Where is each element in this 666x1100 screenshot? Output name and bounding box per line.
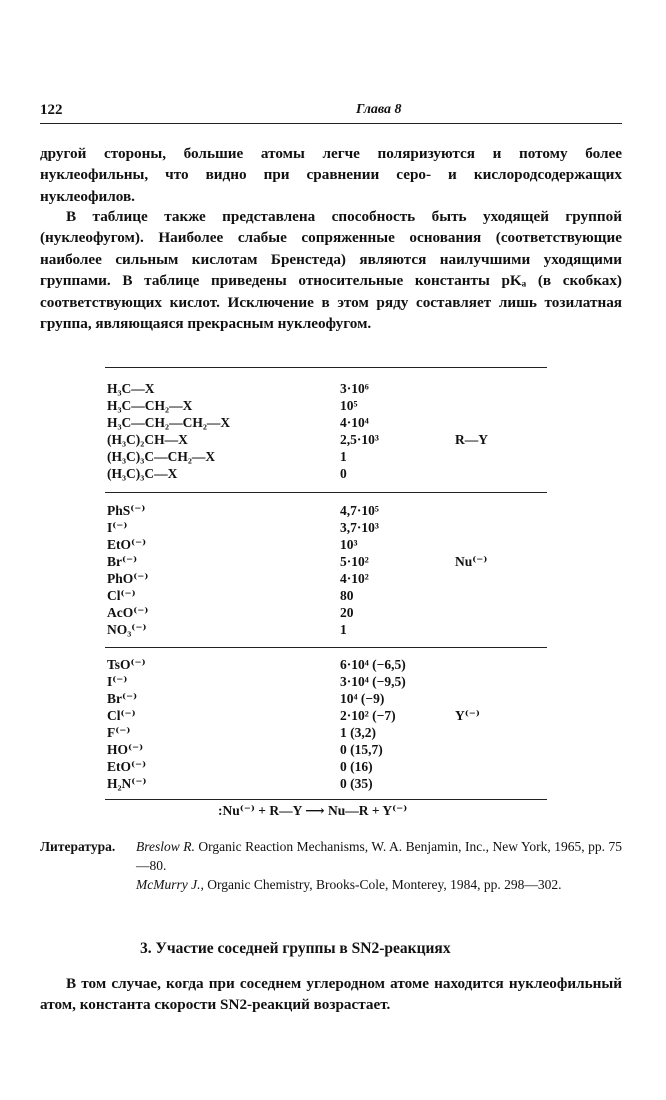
table-cell-species: Cl⁽⁻⁾	[107, 708, 136, 723]
table-cell-value: 3,7·10³	[340, 520, 379, 535]
table-cell-species: HO⁽⁻⁾	[107, 742, 144, 757]
table-cell-species: (H₃C)₃C—X	[107, 466, 178, 481]
table-cell-species: H₃C—X	[107, 381, 155, 396]
table-cell-value: 2,5·10³	[340, 432, 379, 447]
table-cell-species: H₃C—CH₂—X	[107, 398, 193, 413]
table-cell-value: 3·10⁴ (−9,5)	[340, 674, 406, 689]
table-cell-species: EtO⁽⁻⁾	[107, 537, 147, 552]
table-top-rule	[105, 367, 547, 368]
reference-author: McMurry J.,	[136, 877, 204, 892]
table-cell-value: 1 (3,2)	[340, 725, 376, 740]
table-cell-species: Cl⁽⁻⁾	[107, 588, 136, 603]
table-cell-value: 3·10⁶	[340, 381, 369, 396]
table-cell-value: 20	[340, 605, 354, 620]
table-cell-value: 2·10² (−7)	[340, 708, 396, 723]
table-cell-species: I⁽⁻⁾	[107, 520, 128, 535]
reference-list	[136, 837, 622, 894]
paragraph-2: В таблице также представлена способность быть уходящей группой (нуклеофугом). Наиболее слабые сопряженные основания (соответствующие наиболее сильным кислотам Бренстеда) являются наилучшими уходящими группами. В таблице приведены относительные константы pKₐ (в скобках) соответствующих кислот. Исключение в этом ряду составляет лишь тозилатная группа, являющаяся прекрасным нуклеофугом.	[40, 208, 622, 333]
table-cell-value: 4·10⁴	[340, 415, 369, 430]
paragraph-3: В том случае, когда при соседнем углеродном атоме находится нуклеофильный атом, константа скорости SN2-реакций возрастает.	[40, 975, 622, 1014]
table-cell-species: AcO⁽⁻⁾	[107, 605, 149, 620]
table-cell-species: H₂N⁽⁻⁾	[107, 776, 147, 791]
reference-author: Breslow R.	[136, 839, 195, 854]
table-cell-species: H₃C—CH₂—CH₂—X	[107, 415, 231, 430]
table-cell-value: 0 (16)	[340, 759, 373, 774]
table-cell-value: 4,7·10⁵	[340, 503, 379, 518]
table-cell-value: 6·10⁴ (−6,5)	[340, 657, 406, 672]
table-cell-species: EtO⁽⁻⁾	[107, 759, 147, 774]
table-cell-species: PhO⁽⁻⁾	[107, 571, 149, 586]
reference-text: Organic Reaction Mechanisms, W. A. Benjamin, Inc., New York, 1965, pp. 75—80.	[136, 839, 622, 873]
table-cell-species: (H₃C)₃C—CH₂—X	[107, 449, 216, 464]
reference-entry	[136, 875, 622, 894]
header-rule	[40, 123, 622, 124]
table-divider-1	[105, 492, 547, 493]
paragraph-1: другой стороны, большие атомы легче поляризуются и потому более нуклеофильны, что видно при сравнении серо- и кислородсодержащих нуклеофилов.	[40, 145, 622, 205]
table-cell-species: PhS⁽⁻⁾	[107, 503, 146, 518]
table-cell-value: 10³	[340, 537, 358, 552]
table-divider-2	[105, 647, 547, 648]
reference-entry	[136, 837, 622, 875]
table-cell-species: Br⁽⁻⁾	[107, 554, 138, 569]
table-cell-species: (H₃C)₂CH—X	[107, 432, 188, 447]
reference-text: Organic Chemistry, Brooks-Cole, Monterey, 1984, pp. 298—302.	[203, 877, 562, 892]
table-cell-value: 1	[340, 449, 347, 464]
table-cell-value: 80	[340, 588, 354, 603]
group-label-substrate: R—Y	[455, 432, 488, 447]
table-bottom-rule	[105, 799, 547, 800]
section-heading: 3. Участие соседней группы в SN2-реакциях	[140, 940, 451, 957]
group-label-leaving-group: Y⁽⁻⁾	[455, 708, 480, 723]
table-cell-species: I⁽⁻⁾	[107, 674, 128, 689]
page-number: 122	[40, 102, 63, 118]
table-cell-species: Br⁽⁻⁾	[107, 691, 138, 706]
table-cell-value: 4·10²	[340, 571, 369, 586]
table-cell-value: 5·10²	[340, 554, 369, 569]
table-cell-species: NO₃⁽⁻⁾	[107, 622, 147, 637]
table-cell-value: 10⁴ (−9)	[340, 691, 385, 706]
reaction-equation: :Nu⁽⁻⁾ + R—Y ⟶ Nu—R + Y⁽⁻⁾	[218, 803, 408, 818]
group-label-nucleophile: Nu⁽⁻⁾	[455, 554, 488, 569]
table-cell-species: TsO⁽⁻⁾	[107, 657, 146, 672]
table-cell-value: 0 (15,7)	[340, 742, 383, 757]
table-cell-value: 10⁵	[340, 398, 358, 413]
table-cell-value: 0	[340, 466, 347, 481]
table-cell-species: F⁽⁻⁾	[107, 725, 131, 740]
references-label: Литература.	[40, 839, 116, 854]
table-cell-value: 0 (35)	[340, 776, 373, 791]
page-header	[40, 102, 622, 122]
chapter-title: Глава 8	[356, 102, 402, 117]
table-cell-value: 1	[340, 622, 347, 637]
